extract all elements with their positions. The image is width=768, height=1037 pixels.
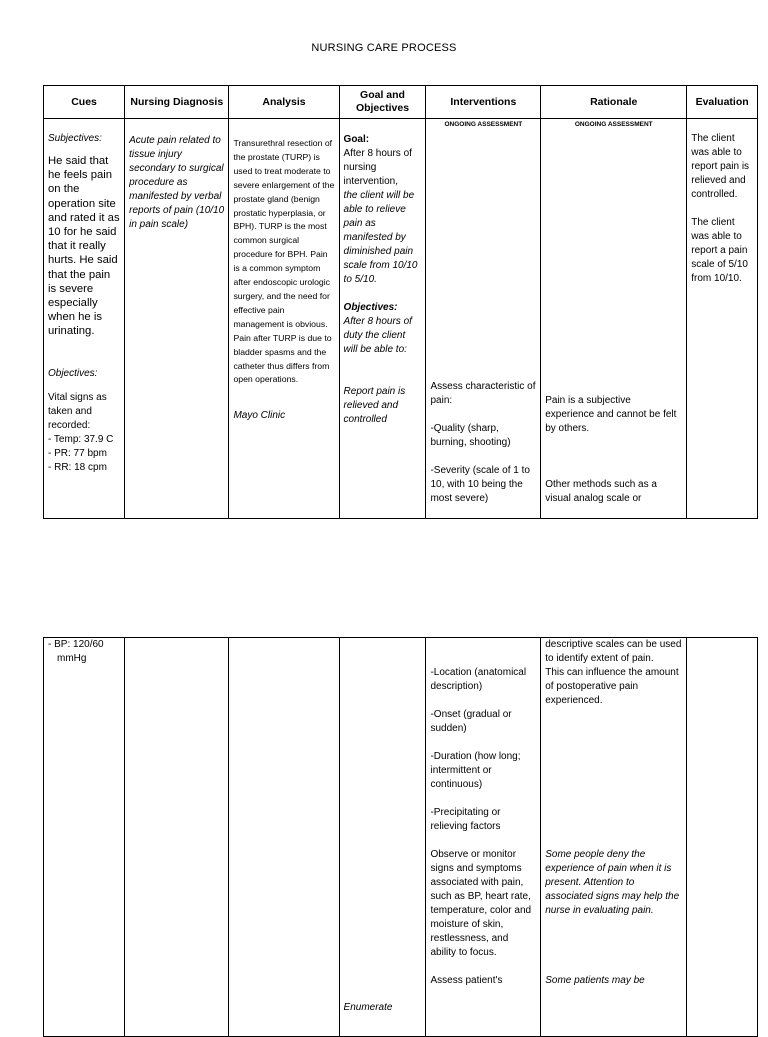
care-plan-table-page1 xyxy=(43,85,758,519)
header-evaluation: Evaluation xyxy=(687,86,758,119)
rationale-cell xyxy=(541,119,687,519)
table-header-row xyxy=(44,86,758,119)
intervention-item: -Precipitating or relieving factors xyxy=(430,807,501,832)
objectives-label: Objectives: xyxy=(48,367,98,379)
objectives-heading: Objectives: xyxy=(343,302,398,313)
goal-cell xyxy=(339,638,426,1037)
page-title: NURSING CARE PROCESS xyxy=(311,42,457,54)
intervention-item: -Quality (sharp, burning, shooting) xyxy=(430,423,511,448)
rationale-cell xyxy=(541,638,687,1037)
evaluation-item: The client was able to report a pain scale of 5/10 from 10/10. xyxy=(691,217,748,284)
header-cues: Cues xyxy=(44,86,125,119)
intervention-item: Assess characteristic of pain: xyxy=(430,381,536,406)
rationale-item: Some patients may be xyxy=(545,975,645,986)
objective-item: Report pain is relieved and controlled xyxy=(343,386,406,425)
vital-signs-intro: Vital signs as taken and recorded: xyxy=(48,391,107,431)
rationale-item: Pain is a subjective experience and cannot be felt by others. xyxy=(545,395,677,434)
interventions-cell xyxy=(426,638,541,1037)
diagnosis-cell xyxy=(125,119,229,519)
care-plan-table-page2 xyxy=(43,637,758,1037)
intervention-item: Assess patient's xyxy=(430,975,503,986)
analysis-cell xyxy=(229,638,339,1037)
rationale-item: descriptive scales can be used to identify extent of pain. xyxy=(545,639,682,664)
vital-pr: - PR: 77 bpm xyxy=(48,447,107,459)
analysis-source: Mayo Clinic xyxy=(233,410,286,422)
intervention-item: Observe or monitor signs and symptoms associated with pain, such as BP, heart rate, temperature, color and moisture of skin, restlessness, and ability to focus. xyxy=(430,849,532,958)
goal-text: the client will be able to relieve pain as manifested by diminished pain scale from 10/10 to 5/10. xyxy=(343,190,418,285)
analysis-text: Transurethral resection of the prostate (TURP) is used to treat moderate to severe enlargement of the prostate gland (benign prostatic hyperplasia, or BPH). TURP is the most common surgical procedure for BPH. Pain is a common symptom after endoscopic urologic surgery, and the need for effective pain management is obvious. Pain after TURP is due to bladder spasms and the catheter thus differs from open operations. xyxy=(233,138,335,385)
goal-label: Goal: xyxy=(343,134,370,145)
header-analysis: Analysis xyxy=(229,86,339,119)
table-row xyxy=(44,119,758,519)
header-interventions: Interventions xyxy=(426,86,541,119)
table-row xyxy=(44,638,758,1037)
intervention-item: -Location (anatomical description) xyxy=(430,667,527,692)
evaluation-item: The client was able to report pain is relieved and controlled. xyxy=(691,133,750,200)
intervention-item: -Onset (gradual or sudden) xyxy=(430,709,512,734)
header-rationale: Rationale xyxy=(541,86,687,119)
subjectives-label: Subjectives: xyxy=(48,133,102,144)
ongoing-assessment-label: ONGOING ASSESSMENT xyxy=(574,121,653,128)
rationale-item: Some people deny the experience of pain when it is present. Attention to associated signs may help the nurse in evaluating pain. xyxy=(545,849,680,916)
nursing-diagnosis-text: Acute pain related to tissue injury secondary to surgical procedure as manifested by verbal reports of pain (10/10 in pain scale) xyxy=(129,135,225,230)
vital-bp: - BP: 120/60 xyxy=(48,639,104,650)
ongoing-assessment-label: ONGOING ASSESSMENT xyxy=(444,121,523,128)
goal-lead-text: After 8 hours of nursing intervention, xyxy=(343,148,412,187)
analysis-cell xyxy=(229,119,339,519)
subjectives-text: He said that he feels pain on the operation site and rated it as 10 for he said that it really hurts. He said that the pain is severe especially when he is urinating. xyxy=(48,155,120,338)
intervention-item: -Duration (how long; intermittent or continuous) xyxy=(430,751,521,790)
cues-cell xyxy=(44,119,125,519)
intervention-item: -Severity (scale of 1 to 10, with 10 being the most severe) xyxy=(430,465,530,504)
vital-rr: - RR: 18 cpm xyxy=(48,461,107,473)
cues-cell xyxy=(44,638,125,1037)
rationale-item: This can influence the amount of postoperative pain experienced. xyxy=(545,667,679,706)
vital-bp-unit: mmHg xyxy=(57,653,87,664)
interventions-cell xyxy=(426,119,541,519)
goal-item: Enumerate xyxy=(343,1002,393,1013)
diagnosis-cell xyxy=(125,638,229,1037)
vital-temp: - Temp: 37.9 C xyxy=(48,433,114,445)
evaluation-cell xyxy=(687,119,758,519)
rationale-item: Other methods such as a visual analog scale or xyxy=(545,479,657,504)
objectives-text: After 8 hours of duty the client will be able to: xyxy=(343,316,412,355)
header-nursing-diagnosis: Nursing Diagnosis xyxy=(125,86,229,119)
goal-cell xyxy=(339,119,426,519)
header-goal-objectives: Goal and Objectives xyxy=(339,86,426,119)
evaluation-cell xyxy=(687,638,758,1037)
